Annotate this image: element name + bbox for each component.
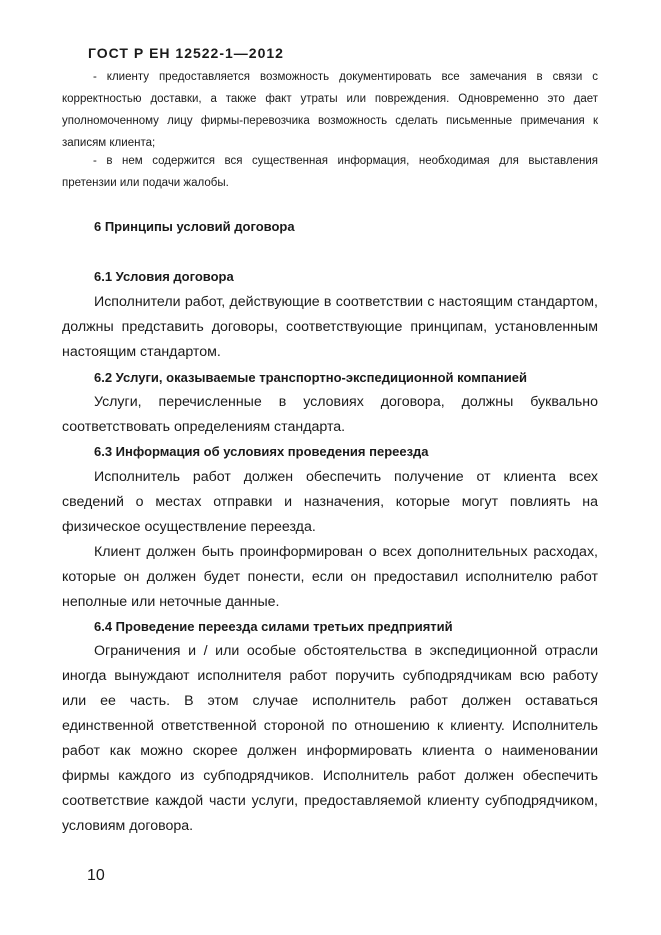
bullet-paragraph-2: - в нем содержится вся существенная информация, необходимая для выставления претензии или подачи жалобы. xyxy=(62,155,598,189)
section-6-3-title: 6.3 Информация об условиях проведения переезда xyxy=(94,444,429,459)
section-6-title: 6 Принципы условий договора xyxy=(94,219,295,234)
section-6-3-text-2: Клиент должен быть проинформирован о всех дополнительных расходах, которые он должен будет понести, если он предоставил исполнителю работ неполные или неточные данные. xyxy=(62,544,598,610)
section-6-4-title: 6.4 Проведение переезда силами третьих предприятий xyxy=(94,619,453,634)
page-number: 10 xyxy=(87,867,105,884)
section-6-2-title: 6.2 Услуги, оказываемые транспортно-экспедиционной компанией xyxy=(94,370,527,385)
section-6-1-text: Исполнители работ, действующие в соответствии с настоящим стандартом, должны представить договоры, соответствующие принципам, установленным настоящим стандартом. xyxy=(62,294,598,360)
section-6-1-title: 6.1 Условия договора xyxy=(94,269,234,284)
section-6-2-text: Услуги, перечисленные в условиях договора, должны буквально соответствовать определениям стандарта. xyxy=(62,394,598,435)
bullet-paragraph-1: - клиенту предоставляется возможность документировать все замечания в связи с корректностью доставки, а также факт утраты или повреждения. Одновременно это дает уполномоченному лицу фирмы-перевозчика возможность сделать письменные примечания к записям клиента; xyxy=(62,71,598,149)
standard-header: ГОСТ Р ЕН 12522-1—2012 xyxy=(88,45,284,61)
section-6-4-text: Ограничения и / или особые обстоятельства в экспедиционной отрасли иногда вынуждают исполнителя работ поручить субподрядчикам всю работу или ее часть. В этом случае исполнитель работ должен оставаться единственной ответственной стороной по отношению к клиенту. Исполнитель работ как можно скорее должен информировать клиента о наименовании фирмы каждого из субподрядчиков. Исполнитель работ должен обеспечить соответствие каждой части услуги, предоставляемой клиенту субподрядчиком, условиям договора. xyxy=(62,643,598,834)
section-6-3-text-1: Исполнитель работ должен обеспечить получение от клиента всех сведений о местах отправки и назначения, которые могут повлиять на физическое осуществление переезда. xyxy=(62,469,598,535)
